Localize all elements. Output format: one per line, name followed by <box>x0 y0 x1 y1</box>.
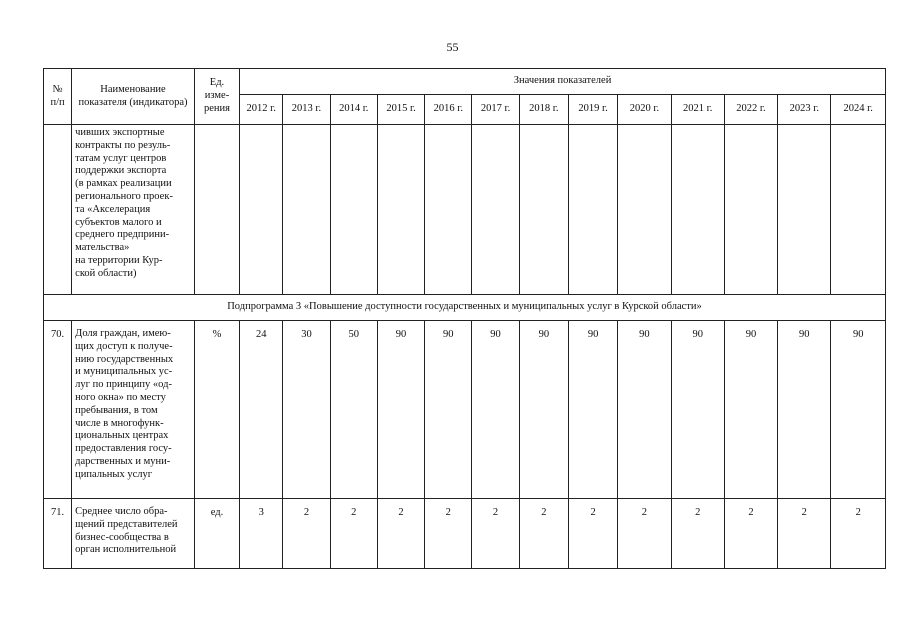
table-row <box>44 321 886 499</box>
value-cell: 2 <box>778 499 831 569</box>
name-line: щений представителей <box>75 518 178 530</box>
value-cell: 90 <box>618 321 671 499</box>
name-line: (в рамках реализации <box>75 178 172 190</box>
year-header: 2012 г. <box>240 95 283 125</box>
value-cell: 2 <box>831 499 886 569</box>
name-line: татам услуг центров <box>75 152 167 164</box>
name-line: предоставления госу- <box>75 443 172 455</box>
value-cell: 2 <box>671 499 724 569</box>
value-cell: 30 <box>283 321 330 499</box>
name-line: та «Акселерация <box>75 203 151 215</box>
indicator-name <box>72 125 195 295</box>
value-cell: 2 <box>724 499 777 569</box>
name-line: пребывания, в том <box>75 404 158 416</box>
name-line: ской области) <box>75 267 137 279</box>
value-cell: 90 <box>568 321 617 499</box>
name-line: числе в многофунк- <box>75 417 164 429</box>
unit-cell: ед. <box>194 499 239 569</box>
name-line: контракты по резуль- <box>75 139 171 151</box>
name-line: луг по принципу «од- <box>75 379 172 391</box>
value-cell: 2 <box>425 499 472 569</box>
value-cell: 50 <box>330 321 377 499</box>
name-line: дарственных и муни- <box>75 455 171 467</box>
value-cell: 2 <box>519 499 568 569</box>
year-header: 2016 г. <box>425 95 472 125</box>
year-header: 2024 г. <box>831 95 886 125</box>
header-num: № п/п <box>44 69 72 125</box>
name-line: среднего предприни- <box>75 229 170 241</box>
name-line: чивших экспортные <box>75 127 165 138</box>
name-line: регионального проек- <box>75 190 173 202</box>
section-row <box>44 295 886 321</box>
year-header: 2023 г. <box>778 95 831 125</box>
value-cell: 90 <box>831 321 886 499</box>
year-header: 2018 г. <box>519 95 568 125</box>
indicator-name <box>72 321 195 499</box>
year-header: 2013 г. <box>283 95 330 125</box>
table-row-continuation <box>44 125 886 295</box>
name-line: ного окна» по месту <box>75 391 166 403</box>
value-cell: 90 <box>724 321 777 499</box>
value-cell: 2 <box>283 499 330 569</box>
name-line: Среднее число обра- <box>75 506 168 517</box>
cell-unit <box>194 125 239 295</box>
name-line: орган исполнительной <box>75 544 177 556</box>
year-header: 2017 г. <box>472 95 519 125</box>
value-cell: 90 <box>472 321 519 499</box>
indicators-table <box>43 68 886 569</box>
name-line: ципальных услуг <box>75 468 153 480</box>
name-line: нию государственных <box>75 353 174 365</box>
name-line: поддержки экспорта <box>75 165 167 177</box>
year-header: 2020 г. <box>618 95 671 125</box>
value-cell: 2 <box>568 499 617 569</box>
value-cell: 90 <box>671 321 724 499</box>
indicator-name <box>72 499 195 569</box>
year-header: 2015 г. <box>377 95 424 125</box>
section-title: Подпрограмма 3 «Повышение доступности государственных и муниципальных услуг в Курской области» <box>44 295 886 321</box>
value-cell: 2 <box>472 499 519 569</box>
name-line: мательства» <box>75 242 130 254</box>
name-line: щих доступ к получе- <box>75 340 173 352</box>
value-cell: 24 <box>240 321 283 499</box>
value-cell: 90 <box>778 321 831 499</box>
page-number: 55 <box>446 40 459 54</box>
cell-num <box>44 125 72 295</box>
header-unit: Ед. изме-рения <box>194 69 239 125</box>
header-name: Наименование показателя (индикатора) <box>72 69 195 125</box>
table-row <box>44 499 886 569</box>
value-cell: 90 <box>425 321 472 499</box>
value-cell: 2 <box>618 499 671 569</box>
value-cell: 3 <box>240 499 283 569</box>
unit-cell: % <box>194 321 239 499</box>
value-cell: 2 <box>330 499 377 569</box>
row-number: 70. <box>44 321 72 499</box>
year-header: 2022 г. <box>724 95 777 125</box>
value-cell: 2 <box>377 499 424 569</box>
name-line: на территории Кур- <box>75 254 163 266</box>
row-number: 71. <box>44 499 72 569</box>
name-line: циональных центрах <box>75 430 169 442</box>
name-line: и муниципальных ус- <box>75 366 173 378</box>
year-header: 2014 г. <box>330 95 377 125</box>
year-header: 2021 г. <box>671 95 724 125</box>
header-row-top <box>44 69 886 95</box>
name-line: бизнес-сообщества в <box>75 531 169 543</box>
header-values: Значения показателей <box>240 69 886 95</box>
value-cell: 90 <box>377 321 424 499</box>
year-header: 2019 г. <box>568 95 617 125</box>
name-line: Доля граждан, имею- <box>75 328 171 339</box>
value-cell: 90 <box>519 321 568 499</box>
name-line: субъектов малого и <box>75 216 162 228</box>
